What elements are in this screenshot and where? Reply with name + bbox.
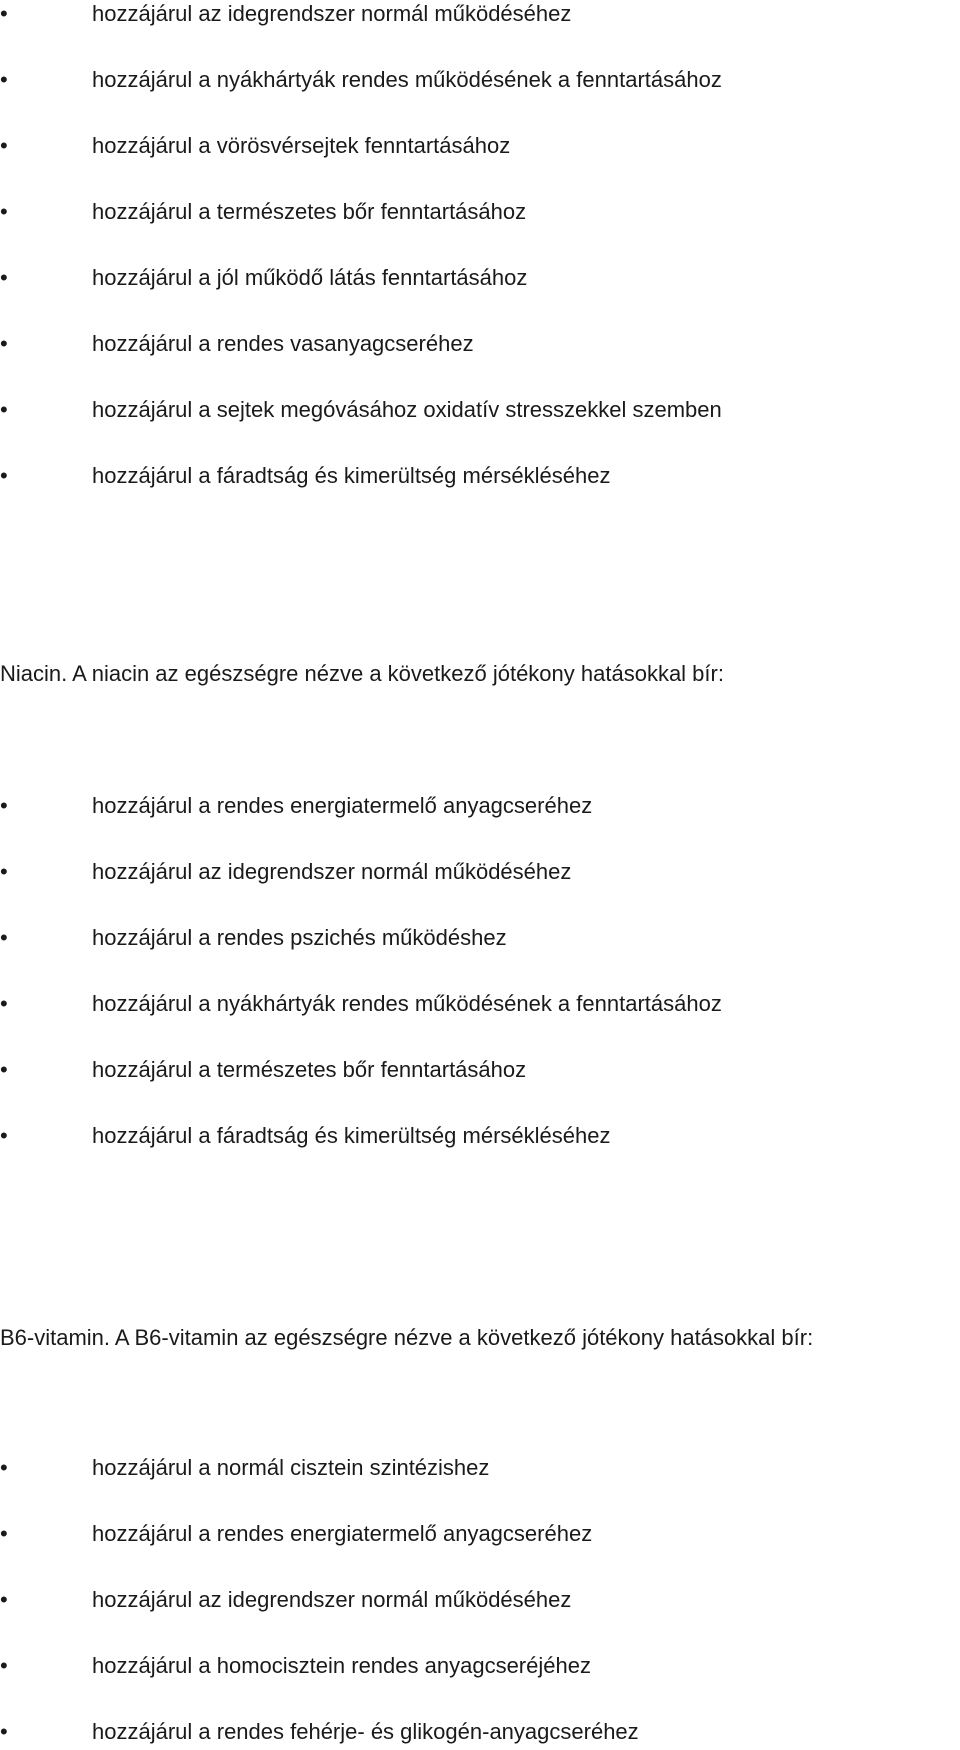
list-item-text: hozzájárul a rendes energiatermelő anyagcseréhez [92,1521,593,1546]
list-item-text: hozzájárul a rendes fehérje- és glikogén-anyagcseréhez [92,1719,639,1744]
bullet-icon: • [0,793,8,818]
bullet-icon: • [0,199,8,224]
list-item-text: hozzájárul a normál cisztein szintézishez [92,1455,490,1480]
list-item-text: hozzájárul a jól működő látás fenntartásához [92,265,528,290]
bullet-icon: • [0,331,8,356]
list-item-text: hozzájárul a fáradtság és kimerültség mérsékléséhez [92,1123,611,1148]
b6-paragraph: B6-vitamin. A B6-vitamin az egészségre nézve a következő jótékony hatásokkal bír: [0,1325,814,1350]
list-item-text: hozzájárul a vörösvérsejtek fenntartásához [92,133,511,158]
bullet-icon: • [0,67,8,92]
list-item-text: hozzájárul az idegrendszer normál működéséhez [92,859,572,884]
bullet-icon: • [0,1653,8,1678]
bullet-icon: • [0,1,8,26]
bullet-icon: • [0,1521,8,1546]
list-item-text: hozzájárul a rendes vasanyagcseréhez [92,331,474,356]
list-item-text: hozzájárul az idegrendszer normál működéséhez [92,1587,572,1612]
list-item-text: hozzájárul a természetes bőr fenntartásához [92,199,527,224]
bullet-icon: • [0,1123,8,1148]
list-item-text: hozzájárul a rendes energiatermelő anyagcseréhez [92,793,593,818]
niacin-paragraph: Niacin. A niacin az egészségre nézve a következő jótékony hatásokkal bír: [0,661,724,686]
bullet-icon: • [0,133,8,158]
list-item-text: hozzájárul a sejtek megóvásához oxidatív stresszekkel szemben [92,397,722,422]
bullet-icon: • [0,991,8,1016]
list-item-text: hozzájárul a nyákhártyák rendes működésének a fenntartásához [92,991,722,1016]
list-item-text: hozzájárul az idegrendszer normál működéséhez [92,1,572,26]
bullet-icon: • [0,1719,8,1744]
list-item-text: hozzájárul a természetes bőr fenntartásához [92,1057,527,1082]
list-item-text: hozzájárul a nyákhártyák rendes működésének a fenntartásához [92,67,722,92]
bullet-icon: • [0,925,8,950]
bullet-icon: • [0,1455,8,1480]
bullet-icon: • [0,1587,8,1612]
list-item-text: hozzájárul a rendes pszichés működéshez [92,925,507,950]
bullet-icon: • [0,859,8,884]
bullet-icon: • [0,463,8,488]
bullet-icon: • [0,265,8,290]
list-item-text: hozzájárul a homocisztein rendes anyagcseréjéhez [92,1653,591,1678]
list-item-text: hozzájárul a fáradtság és kimerültség mérsékléséhez [92,463,611,488]
bullet-icon: • [0,397,8,422]
bullet-icon: • [0,1057,8,1082]
